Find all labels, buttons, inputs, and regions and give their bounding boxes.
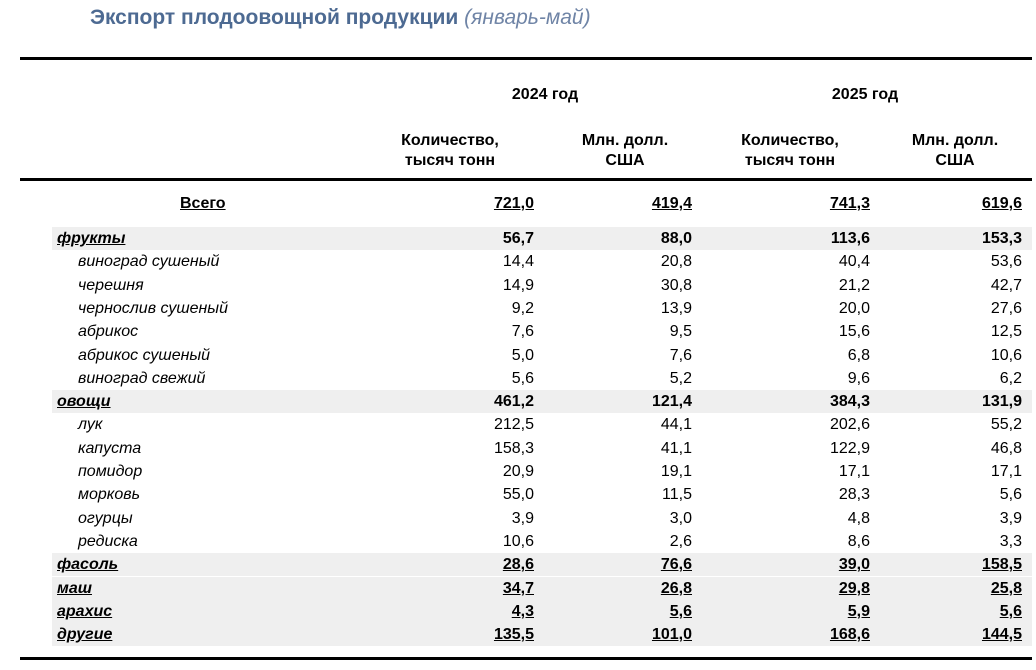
total-label: Всего	[180, 195, 226, 212]
row-value: 9,2	[511, 299, 534, 317]
page-title	[90, 6, 591, 30]
row-value: 26,8	[660, 579, 692, 597]
col-header-qty-2025	[720, 131, 860, 171]
col-header-line: Млн. долл.	[911, 132, 999, 149]
table-row	[52, 553, 1032, 576]
row-value: 135,5	[493, 626, 534, 644]
total-value: 721,0	[493, 195, 534, 212]
row-value: 6,8	[847, 346, 870, 364]
total-value: 741,3	[829, 195, 870, 212]
row-value: 5,6	[999, 486, 1022, 504]
table-row	[52, 227, 1032, 250]
row-value: 13,9	[660, 299, 692, 317]
col-header-line: Млн. долл.	[581, 132, 669, 149]
row-label: арахис	[57, 602, 113, 620]
table-row	[52, 600, 1032, 623]
row-value: 5,0	[511, 346, 534, 364]
row-label: помидор	[78, 463, 143, 480]
row-value: 3,3	[999, 532, 1022, 550]
col-header-qty-2024	[380, 131, 520, 171]
table-row	[52, 530, 1032, 553]
col-header-line: Количество,	[401, 132, 499, 149]
row-value: 17,1	[838, 463, 870, 480]
row-value: 76,6	[660, 556, 692, 574]
row-label: виноград свежий	[78, 369, 206, 387]
row-value: 9,5	[669, 323, 692, 341]
row-value: 158,5	[981, 556, 1022, 574]
row-value: 101,0	[651, 626, 692, 644]
title-period: (январь-май)	[464, 6, 591, 29]
row-value: 4,8	[847, 509, 870, 527]
row-value: 8,6	[847, 532, 870, 550]
row-label: черешня	[78, 276, 144, 294]
total-value: 419,4	[651, 195, 692, 212]
table-row	[52, 413, 1032, 436]
table-bottom-rule	[20, 657, 1032, 660]
row-value: 461,2	[493, 393, 534, 411]
row-value: 15,6	[838, 323, 870, 341]
row-value: 28,3	[838, 486, 870, 504]
row-value: 144,5	[981, 626, 1022, 644]
row-value: 12,5	[990, 323, 1022, 341]
row-value: 46,8	[990, 439, 1022, 457]
row-value: 10,6	[502, 532, 534, 550]
table-row	[52, 390, 1032, 413]
row-value: 168,6	[829, 626, 870, 644]
row-value: 3,9	[999, 509, 1022, 527]
title-main: Экспорт плодоовощной продукции	[90, 6, 459, 29]
row-label: чернослив сушеный	[78, 299, 228, 317]
row-value: 10,6	[990, 346, 1022, 364]
row-value: 56,7	[502, 230, 534, 247]
table-row	[52, 297, 1032, 320]
header-rule	[20, 178, 1032, 181]
row-value: 42,7	[990, 276, 1022, 294]
row-value: 29,8	[838, 579, 870, 597]
row-value: 9,6	[847, 369, 870, 387]
row-value: 14,4	[502, 253, 534, 271]
row-label: овощи	[57, 393, 111, 411]
row-value: 41,1	[660, 439, 692, 457]
table-row	[52, 274, 1032, 297]
col-header-line: тысяч тонн	[744, 152, 836, 169]
row-label: виноград сушеный	[78, 253, 220, 271]
row-value: 11,5	[662, 486, 692, 504]
row-label: фасоль	[57, 556, 119, 574]
col-header-line: США	[605, 152, 645, 169]
row-value: 202,6	[829, 416, 870, 434]
table-row	[52, 623, 1032, 646]
col-header-line: США	[935, 152, 975, 169]
table-row	[52, 250, 1032, 273]
row-label: абрикос	[78, 323, 139, 341]
row-value: 122,9	[829, 439, 870, 457]
row-value: 40,4	[838, 253, 870, 271]
col-header-line: Количество,	[741, 132, 839, 149]
row-value: 153,3	[981, 230, 1022, 247]
row-value: 30,8	[660, 276, 692, 294]
table-row	[52, 460, 1032, 483]
row-label: другие	[57, 626, 113, 644]
table-row	[52, 483, 1032, 506]
row-value: 55,0	[502, 486, 534, 504]
row-value: 121,4	[651, 393, 692, 411]
row-value: 25,8	[990, 579, 1022, 597]
row-value: 20,0	[838, 299, 870, 317]
row-value: 158,3	[493, 439, 534, 457]
row-value: 20,8	[660, 253, 692, 271]
row-value: 4,3	[511, 602, 534, 620]
row-value: 5,6	[511, 369, 534, 387]
table-row	[52, 344, 1032, 367]
row-value: 34,7	[502, 579, 534, 597]
total-value: 619,6	[981, 195, 1022, 212]
row-value: 5,2	[669, 369, 692, 387]
table-row	[52, 507, 1032, 530]
row-value: 113,6	[830, 230, 870, 247]
row-value: 5,6	[999, 602, 1022, 620]
row-value: 20,9	[502, 463, 534, 480]
row-value: 6,2	[999, 369, 1022, 387]
row-value: 27,6	[990, 299, 1022, 317]
row-value: 7,6	[669, 346, 692, 364]
year-header-2024: 2024 год	[511, 86, 579, 103]
row-value: 39,0	[838, 556, 870, 574]
row-value: 19,1	[660, 463, 692, 480]
row-value: 88,0	[660, 230, 692, 247]
total-row	[52, 192, 1032, 215]
col-header-line: тысяч тонн	[404, 152, 496, 169]
row-value: 5,9	[847, 602, 870, 620]
row-value: 3,9	[511, 509, 534, 527]
col-header-usd-2024	[550, 131, 700, 171]
row-label: редиска	[78, 532, 138, 550]
table-top-rule	[20, 57, 1032, 60]
row-value: 53,6	[990, 253, 1022, 271]
row-value: 17,1	[990, 463, 1022, 480]
row-value: 384,3	[829, 393, 870, 411]
row-value: 28,6	[502, 556, 534, 574]
row-label: абрикос сушеный	[78, 346, 211, 364]
table-row	[52, 577, 1032, 600]
table-row	[52, 437, 1032, 460]
row-label: капуста	[78, 439, 142, 457]
table-row	[52, 320, 1032, 343]
row-value: 7,6	[511, 323, 534, 341]
row-value: 44,1	[660, 416, 692, 434]
row-label: фрукты	[57, 230, 126, 247]
row-label: морковь	[78, 486, 140, 504]
year-header-2025: 2025 год	[831, 86, 899, 103]
row-value: 55,2	[990, 416, 1022, 434]
col-header-usd-2025	[880, 131, 1030, 171]
row-value: 5,6	[669, 602, 692, 620]
row-value: 21,2	[838, 276, 870, 294]
row-value: 3,0	[669, 509, 692, 527]
row-value: 2,6	[669, 532, 692, 550]
row-label: лук	[78, 416, 103, 434]
table-row	[52, 367, 1032, 390]
row-value: 212,5	[493, 416, 534, 434]
row-value: 14,9	[502, 276, 534, 294]
row-label: маш	[57, 579, 92, 597]
row-label: огурцы	[78, 509, 133, 527]
row-value: 131,9	[981, 393, 1022, 411]
